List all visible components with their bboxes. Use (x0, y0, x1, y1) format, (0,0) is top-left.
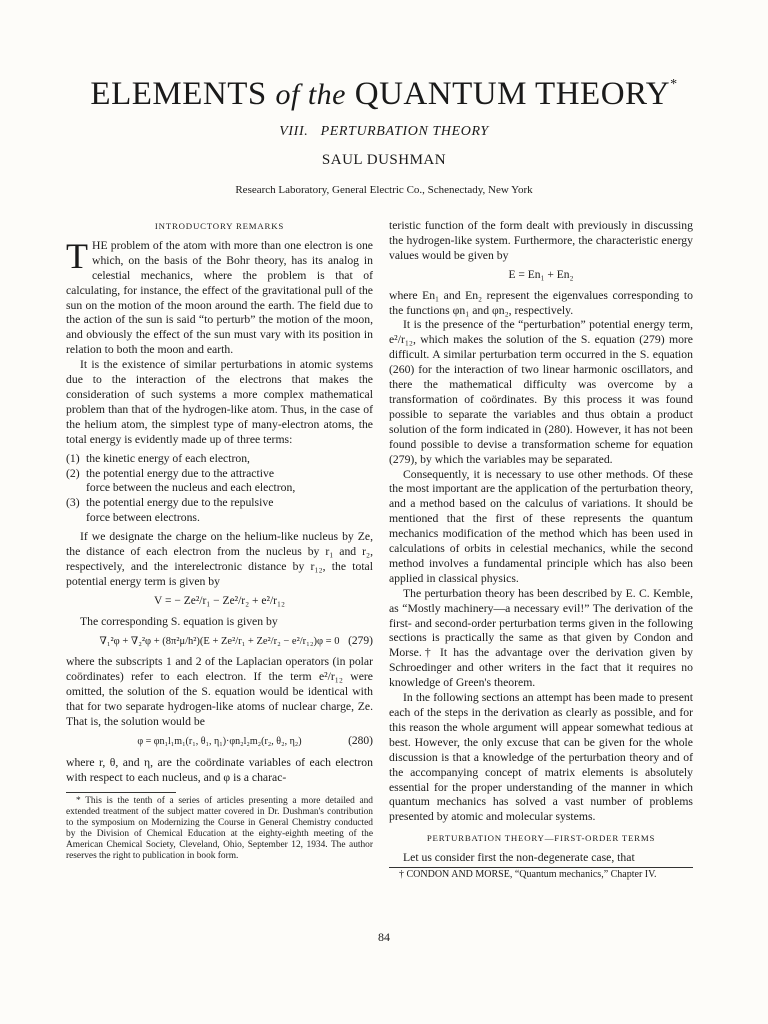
paragraph: where En₁ and En₂ represent the eigenvalues corresponding to the functions φn₁ and φn₂, respectively. (389, 288, 693, 317)
list-text: the potential energy due to the repulsive (86, 496, 274, 510)
title-part1: ELEMENTS (90, 76, 267, 112)
energy-terms-list (66, 452, 373, 527)
paragraph: The perturbation theory has been described by E. C. Kemble, as “Mostly machinery—a necessary evil!” The derivation of the first- and second-order perturbation terms given in the following sections is practically the same as that given by Condon and Morse.† It has the advantage over the derivation given by Schroedinger and other writers in the fact that it requires no knowledge of Green's theorem. (389, 586, 693, 690)
drop-cap: T (66, 235, 88, 276)
article-subtitle: VIII. PERTURBATION THEORY (279, 124, 489, 139)
list-number: (1) (66, 451, 80, 465)
paragraph: It is the presence of the “perturbation” potential energy term, e²/r₁₂, which makes the solution of the S. equation (279) more difficult. A similar perturbation term occurred in the S. equation (260) for the interaction of two linear harmonic oscillators, and there the mathematical difficulty was overcome by a transformation of coördinates. By this process it was found possible to separate the variables and thus obtain a product solution of the form indicated in (280). However, it has not been found possible to devise a transformation scheme for equation (279), by which the variables may be separated. (389, 318, 693, 466)
article-title (0, 78, 768, 111)
equation-279 (66, 634, 373, 650)
equation-280 (66, 734, 373, 750)
equation-number: (279) (348, 634, 373, 647)
list-item (66, 496, 373, 526)
list-number: (3) (66, 496, 80, 510)
paragraph: teristic function of the form dealt with previously in discussing the hydrogen-like system. Furthermore, the characteristic energy values would be given by (389, 219, 693, 262)
paragraph: where the subscripts 1 and 2 of the Laplacian operators (in polar coördinates) refer to each electron. If the term e²/r₁₂ were omitted, the solution of the S. equation would be identical with that for two separate hydrogen-like atoms of nuclear charge, Ze. That is, the solution would be (66, 655, 373, 729)
paragraph-text: HE problem of the atom with more than one electron is one which, on the basis of the Bohr theory, has its analog in celestial mechanics, where the problem is that of calculating, for instance, the effect of the gravitational pull of the sun on the motion of the moon around the earth. The field due to the action of the sun is said “to perturb” the motion of the moon, and obviously the effect of the sun must vary with its position in relation to both the moon and earth. (66, 238, 373, 357)
footnote: † CONDON AND MORSE, “Quantum mechanics,” Chapter IV. (389, 867, 693, 881)
author-name: SAUL DUSHMAN (321, 152, 447, 168)
list-number: (2) (66, 466, 80, 480)
list-text-continued: force between the nucleus and each electron, (86, 481, 296, 495)
right-column (389, 219, 693, 881)
paragraph: The corresponding S. equation is given by (80, 614, 278, 628)
left-column (66, 219, 373, 862)
paragraph: It is the existence of similar perturbations in atomic systems due to the interaction of the electrons that makes the consideration of such systems a more complex mathematical problem than that of the hydrogen-like atom. Thus, in the case of the helium atom, the simplest type of many-electron atoms, the total energy is evidently made up of three terms: (66, 358, 373, 446)
list-item (66, 452, 373, 467)
paragraph: Let us consider first the non-degenerate case, that (403, 851, 635, 865)
equation-number: (280) (348, 735, 373, 747)
paragraph: where r, θ, and η, are the coördinate variables of each electron with respect to each nucleus, and φ is a charac- (66, 755, 373, 784)
equation-text: φ = φn₁l₁m₁(r₁, θ₁, η₁)·φn₂l₂m₂(r₂, θ₂, η₂) (137, 736, 302, 747)
section-heading-first-order: PERTURBATION THEORY—FIRST-ORDER TERMS (426, 833, 656, 844)
section-heading-intro: INTRODUCTORY REMARKS (154, 221, 285, 231)
list-item (66, 467, 373, 497)
paragraph: If we designate the charge on the helium-like nucleus by Ze, the distance of each electron from the nucleus by r₁ and r₂, respectively, and the interelectronic distance by r₁₂, the total potential energy term is given by (66, 530, 373, 588)
equation-energy: E = En₁ + En₂ (508, 268, 574, 281)
equation-potential: V = − Ze²/r₁ − Ze²/r₂ + e²/r₁₂ (154, 594, 285, 607)
paragraph: In the following sections an attempt has been made to present each of the steps in the derivation as clearly as possible, and for this reason the whole argument will appear somewhat tedious at best. However, the only excuse that can be given for the whole discussion is that a knowledge of the perturbation theory and of the accompanying concept of matrix elements is absolutely essential for the proper understanding of the manner in which quantum mechanics has solved a vast number of problems presented by atomic and molecular systems. (389, 691, 693, 824)
footnote: * This is the tenth of a series of articles presenting a more detailed and extended treatment of the subject matter covered in Dr. Dushman's contribution to the symposium on Modernizing the Course in General Chemistry conducted by the Division of Chemical Education at the eighty-eighth meeting of the American Chemical Society, Cleveland, Ohio, September 12, 1934. The author reserves the right to publication in book form. (66, 795, 373, 862)
paragraph: Consequently, it is necessary to use other methods. Of these the most important are the application of the perturbation theory, and a method based on the calculus of variations. It should be mentioned that the first of these represents the quantum mechanics modification of the method which has been used in calculations of orbits in celestial mechanics, while the second method involves a fundamental principle which has also been applied in classical physics. (389, 467, 693, 585)
list-text: the kinetic energy of each electron, (86, 451, 250, 465)
footnote-rule (66, 792, 176, 793)
equation-text: ∇₁²φ + ∇₂²φ + (8π²μ/h²)(E + Ze²/r₁ + Ze²/r₂ − e²/r₁₂)φ = 0 (99, 635, 340, 647)
page-number: 84 (378, 930, 390, 944)
list-text-continued: force between electrons. (86, 511, 200, 525)
title-footnote-mark: * (670, 77, 678, 92)
list-text: the potential energy due to the attractive (86, 466, 275, 480)
author-affiliation: Research Laboratory, General Electric Co., Schenectady, New York (235, 184, 533, 196)
title-of-the: of the (275, 78, 346, 111)
title-part2: QUANTUM THEORY (354, 76, 671, 112)
paragraph (66, 235, 373, 358)
